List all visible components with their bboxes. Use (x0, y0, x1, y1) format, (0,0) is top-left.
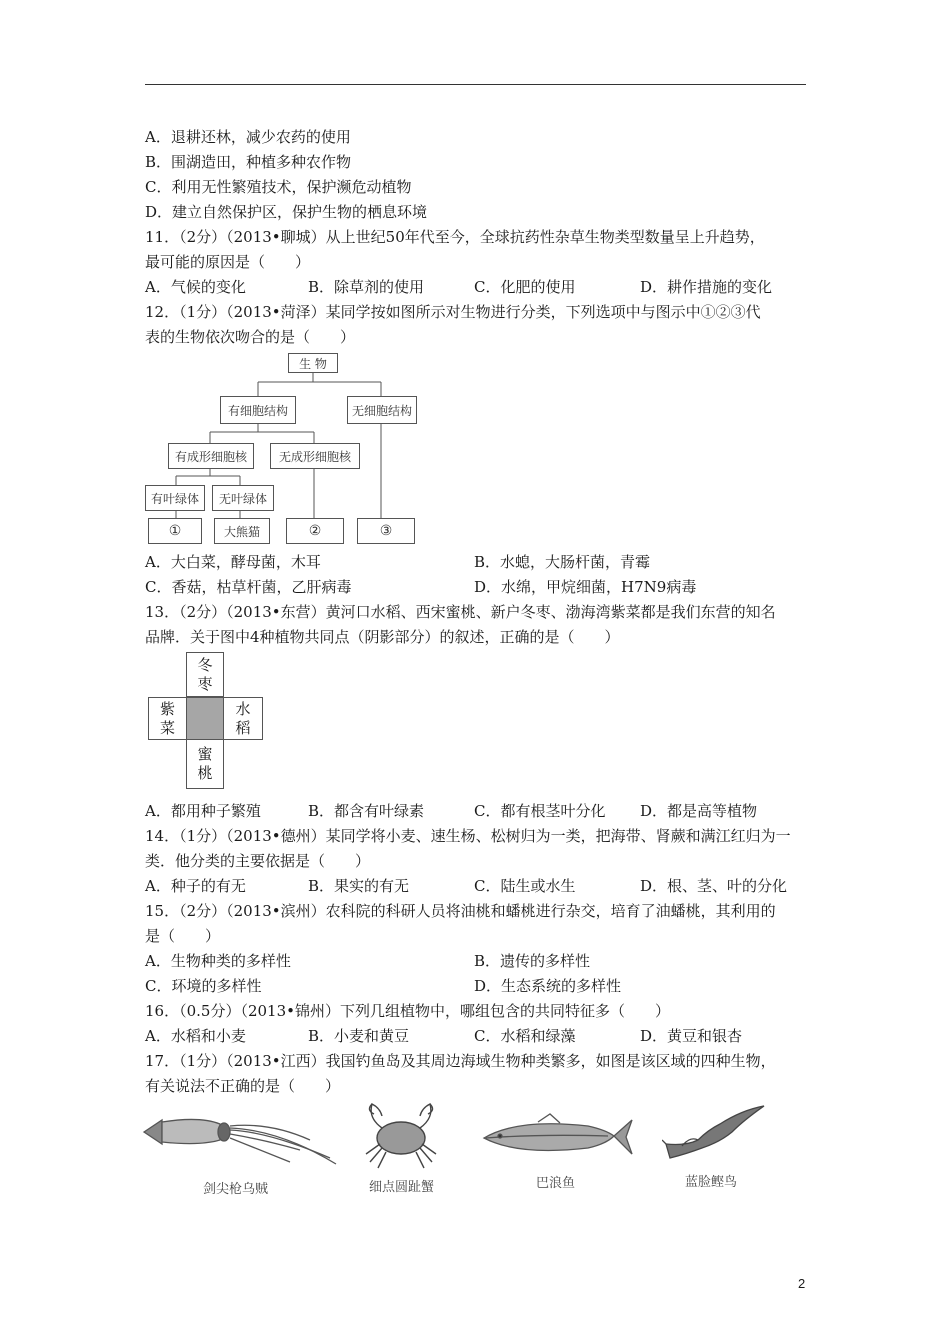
cross-cell-zicai: 紫 菜 (148, 697, 187, 740)
q16-option-a: A．水稻和小麦 (145, 1027, 246, 1045)
diagram-node-no-chloroplast: 无叶绿体 (212, 485, 274, 511)
q13-option-c: C．都有根茎叶分化 (474, 802, 606, 820)
q13-stem-line1: 13．（2分）（2013•东营）黄河口水稻、西宋蜜桃、新户冬枣、渤海湾紫菜都是我们东营的知名 (145, 603, 776, 621)
q14-option-d: D．根、茎、叶的分化 (640, 877, 788, 895)
q11-stem-line1: 11．（2分）（2013•聊城）从上世纪50年代至今，全球抗药性杂草生物类型数量呈上升趋势， (145, 228, 765, 246)
q17-stem-line1: 17．（1分）（2013•江西）我国钓鱼岛及其周边海域生物种类繁多，如图是该区域的四种生物， (145, 1052, 776, 1070)
q13-option-d: D．都是高等植物 (640, 802, 758, 820)
caption-crab: 细点圆趾蟹 (369, 1180, 435, 1195)
q12-option-d: D．水绵，甲烷细菌，H7N9病毒 (474, 578, 697, 596)
q11-option-a: A．气候的变化 (145, 278, 246, 296)
diagram-leaf-2: ② (286, 518, 344, 544)
q12-stem-line2: 表的生物依次吻合的是（ ） (145, 328, 356, 346)
diagram-node-no-nucleus: 无成形细胞核 (270, 443, 360, 469)
cross-cell-dongzao: 冬 枣 (186, 652, 224, 697)
q12-option-a: A．大白菜，酵母菌，木耳 (145, 553, 321, 571)
diagram-leaf-panda: 大熊猫 (214, 518, 270, 544)
q15-option-a: A．生物种类的多样性 (145, 952, 291, 970)
q14-option-c: C．陆生或水生 (474, 877, 576, 895)
q12-option-c: C．香菇，枯草杆菌，乙肝病毒 (145, 578, 352, 596)
page-number: 2 (798, 1276, 806, 1291)
diagram-leaf-3: ③ (357, 518, 415, 544)
cross-cell-shuidao: 水 稻 (223, 697, 263, 740)
q16-option-b: B．小麦和黄豆 (308, 1027, 410, 1045)
diagram-leaf-1: ① (148, 518, 202, 544)
caption-squid: 剑尖枪乌贼 (203, 1182, 269, 1197)
q11-option-d: D．耕作措施的变化 (640, 278, 773, 296)
q13-stem-line2: 品牌．关于图中4种植物共同点（阴影部分）的叙述，正确的是（ ） (145, 628, 620, 646)
q13-option-b: B．都含有叶绿素 (308, 802, 425, 820)
diagram-node-acellular: 无细胞结构 (347, 396, 417, 424)
q14-stem-line1: 14．（1分）（2013•德州）某同学将小麦、速生杨、松树归为一类，把海带、肾蕨和满江红归为一 (145, 827, 791, 845)
crab-illustration (360, 1098, 442, 1174)
q11-option-b: B．除草剂的使用 (308, 278, 425, 296)
q16-stem-line1: 16．（0.5分）（2013•锦州）下列几组植物中，哪组包含的共同特征多（ ） (145, 1002, 670, 1020)
diagram-node-nucleus: 有成形细胞核 (168, 443, 254, 469)
diagram-node-organism: 生 物 (288, 353, 338, 373)
q14-stem-line2: 类．他分类的主要依据是（ ） (145, 852, 371, 870)
q12-stem-line1: 12．（1分）（2013•菏泽）某同学按如图所示对生物进行分类，下列选项中与图示中①②③代 (145, 303, 761, 321)
caption-bird: 蓝脸鲣鸟 (685, 1175, 738, 1190)
q10-option-c: C．利用无性繁殖技术，保护濒危动植物 (145, 178, 412, 196)
q11-stem-line2: 最可能的原因是（ ） (145, 253, 311, 271)
caption-fish: 巴浪鱼 (536, 1176, 576, 1191)
cross-cell-shaded (186, 697, 224, 740)
bird-illustration (662, 1100, 768, 1166)
q15-option-d: D．生态系统的多样性 (474, 977, 622, 995)
q12-option-b: B．水螅，大肠杆菌，青霉 (474, 553, 651, 571)
q16-option-d: D．黄豆和银杏 (640, 1027, 743, 1045)
q10-option-a: A．退耕还林，减少农药的使用 (145, 128, 351, 146)
q10-option-b: B．围湖造田，种植多种农作物 (145, 153, 352, 171)
q16-option-c: C．水稻和绿藻 (474, 1027, 576, 1045)
q10-option-d: D．建立自然保护区，保护生物的栖息环境 (145, 203, 428, 221)
cross-cell-mitao: 蜜 桃 (186, 739, 224, 789)
diagram-node-chloroplast: 有叶绿体 (145, 485, 205, 511)
q15-option-c: C．环境的多样性 (145, 977, 262, 995)
q15-option-b: B．遗传的多样性 (474, 952, 591, 970)
q15-stem-line1: 15．（2分）（2013•滨州）农科院的科研人员将油桃和蟠桃进行杂交，培育了油蟠桃，其利用的 (145, 902, 776, 920)
squid-illustration (140, 1110, 340, 1172)
q15-stem-line2: 是（ ） (145, 927, 221, 945)
q13-option-a: A．都用种子繁殖 (145, 802, 261, 820)
diagram-node-cellular: 有细胞结构 (220, 396, 296, 424)
q17-stem-line2: 有关说法不正确的是（ ） (145, 1077, 341, 1095)
q11-option-c: C．化肥的使用 (474, 278, 576, 296)
q14-option-a: A．种子的有无 (145, 877, 246, 895)
q14-option-b: B．果实的有无 (308, 877, 410, 895)
fish-illustration (478, 1112, 636, 1162)
